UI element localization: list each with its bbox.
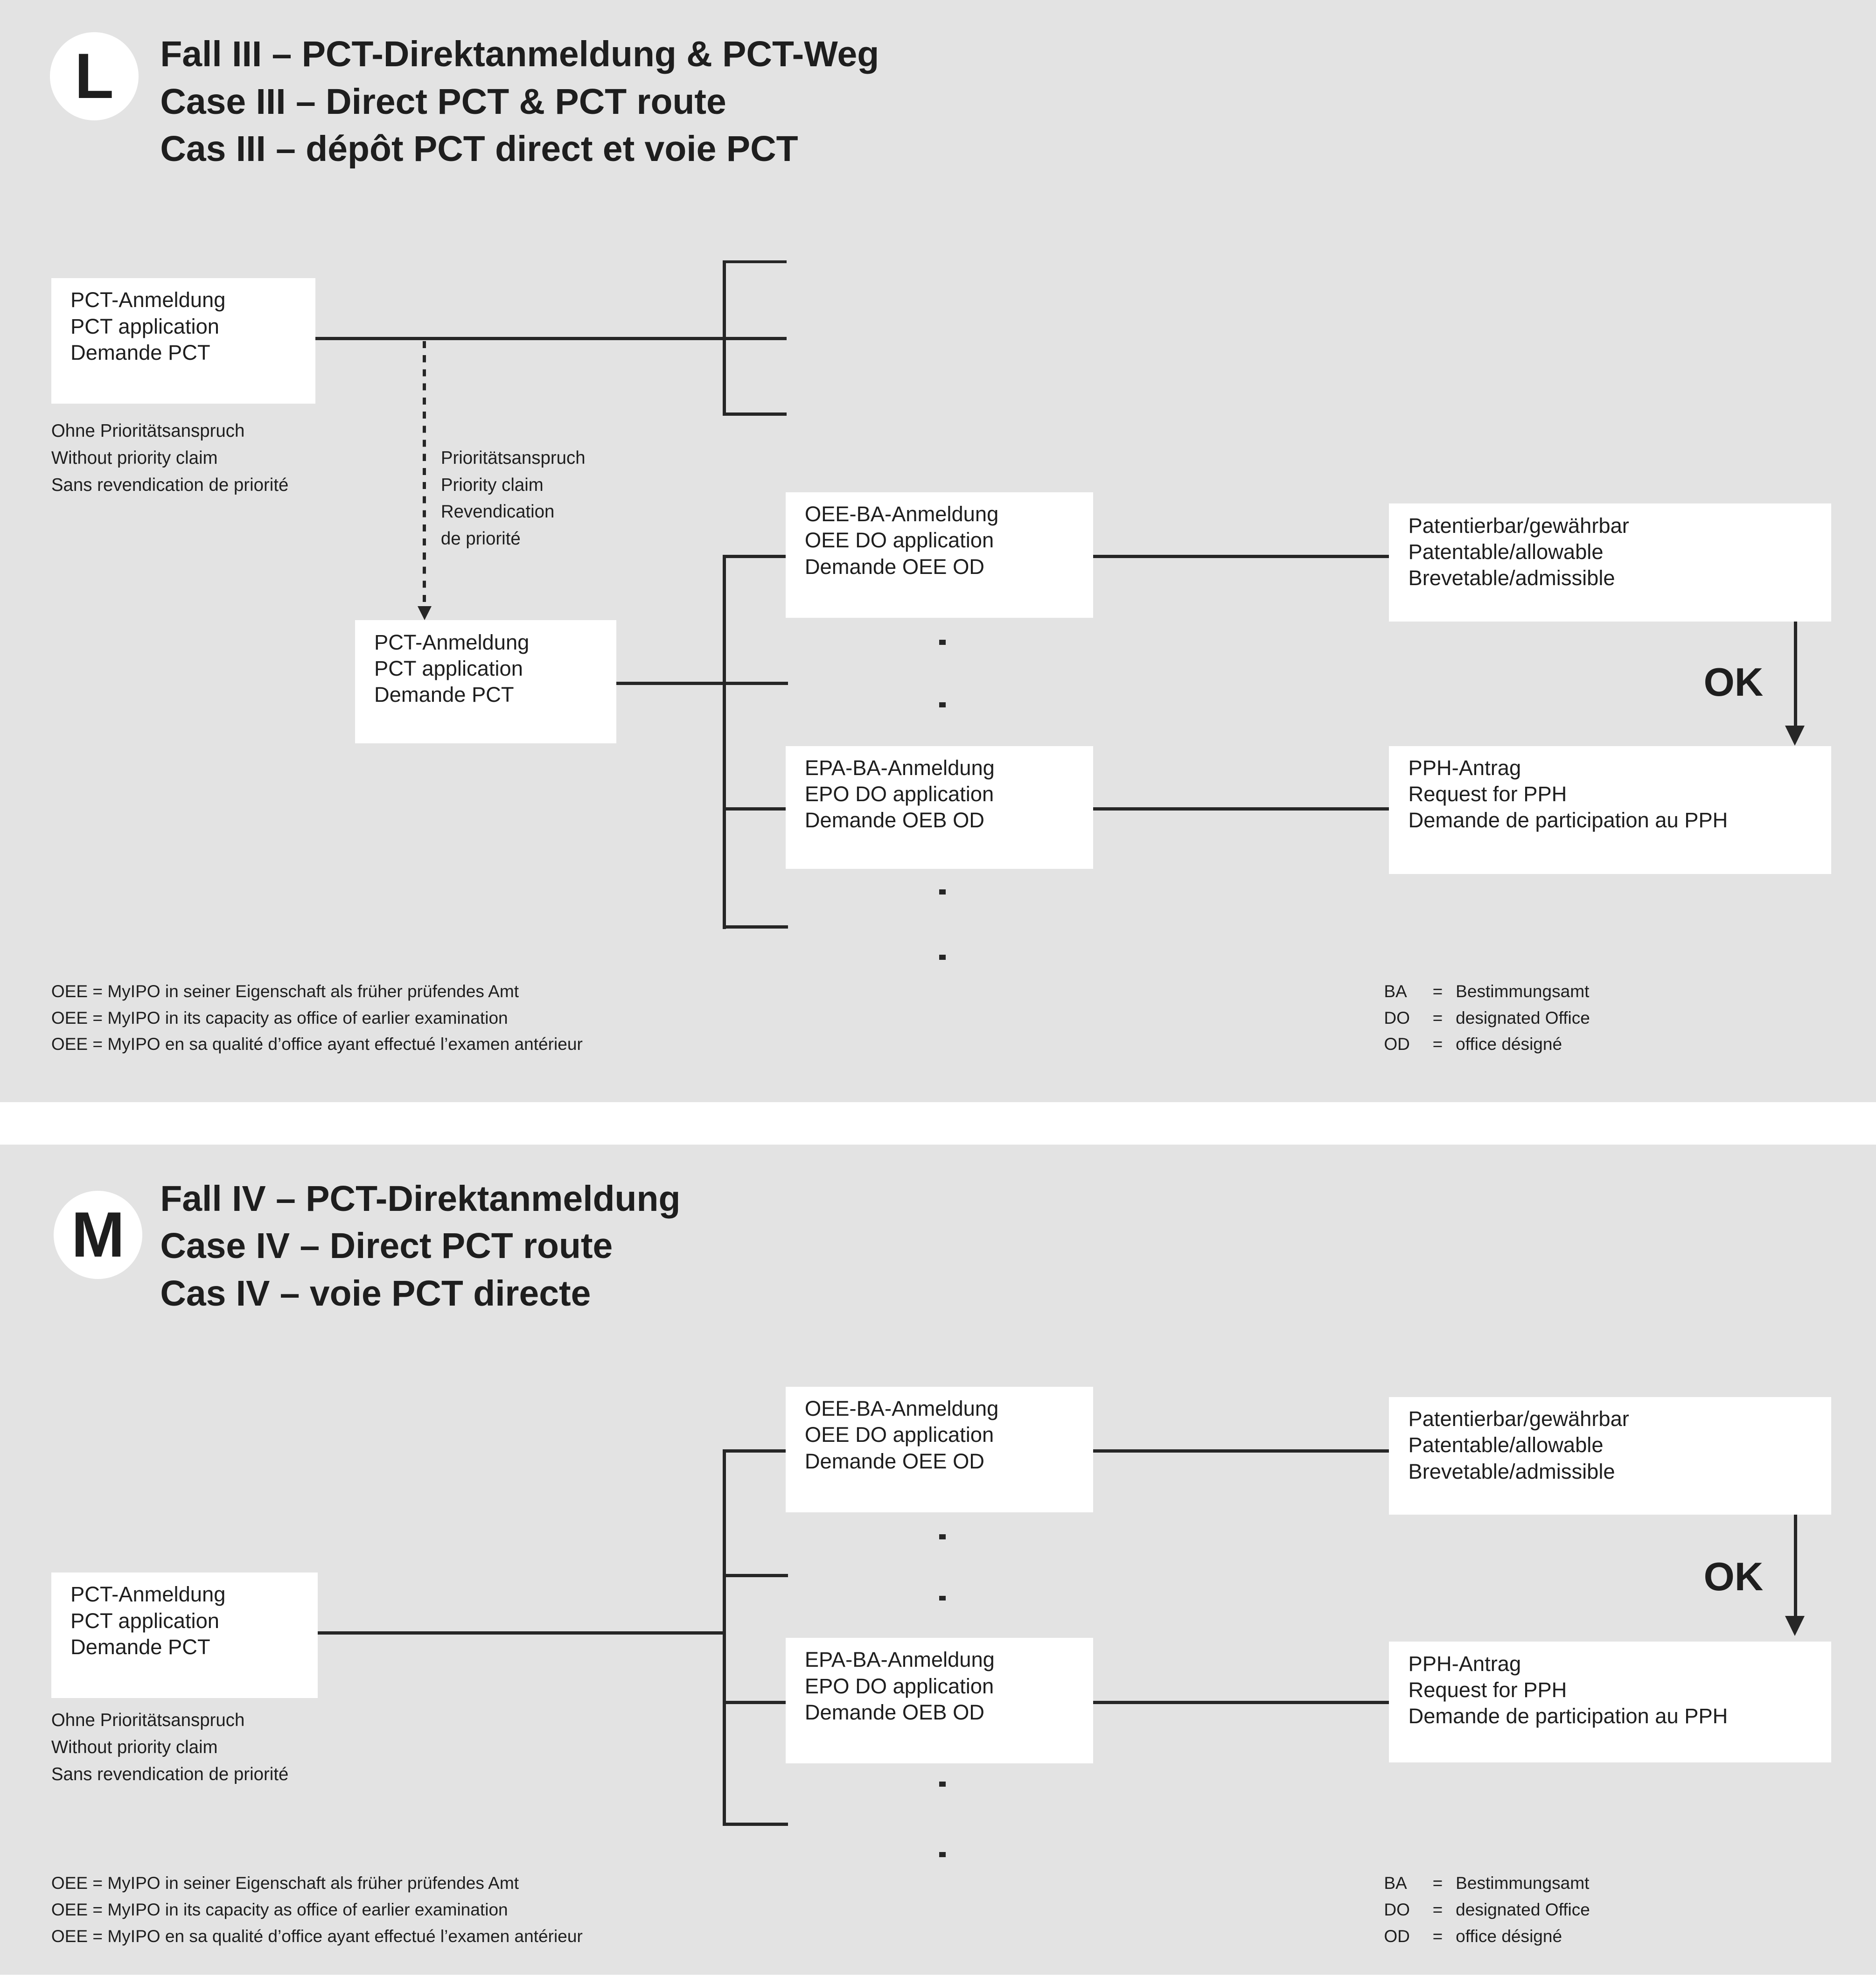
patentable-box [1389,503,1831,622]
connector-line [1093,807,1389,811]
footnote-line: OEE = MyIPO en sa qualité d’office ayant effectué l’examen antérieur [51,1926,583,1946]
badge-letter: M [71,1199,125,1271]
box-line: OEE DO application [804,1423,994,1447]
oee-footnotes [51,978,583,1058]
arrowhead-icon [1785,726,1805,746]
epo-do-application-box [786,746,1093,869]
box-line: Patentable/allowable [1408,539,1604,564]
box-line: Demande PCT [70,1635,210,1659]
box-line: PCT application [70,314,219,338]
abbr: BA [1384,1873,1407,1893]
ellipsis-dot [939,889,946,895]
definition: Bestimmungsamt [1456,981,1590,1001]
box-line: Patentierbar/gewährbar [1408,513,1629,538]
connector-line [315,337,787,340]
title-line-fr: Cas IV – voie PCT directe [160,1273,591,1314]
fork-line [723,1449,726,1824]
panel-title [160,31,879,173]
ellipsis-dot [939,1852,946,1857]
title-line-fr: Cas III – dépôt PCT direct et voie PCT [160,129,798,169]
footnote-line: OEE = MyIPO en sa qualité d’office ayant effectué l’examen antérieur [51,1034,583,1054]
title-line-en: Case IV – Direct PCT route [160,1226,613,1266]
pph-request-box [1389,746,1831,874]
footnote-line [1384,1896,1590,1923]
footnote-line [1384,1031,1590,1057]
fork-branch-stub [723,925,788,929]
fork-branch-stub [723,1574,788,1577]
equals: = [1432,1926,1443,1946]
equals: = [1432,1034,1443,1054]
box-line: Demande OEE OD [804,1449,985,1473]
equals: = [1432,981,1443,1001]
box-line: PCT application [374,656,523,680]
ok-label: OK [1703,1555,1764,1600]
equals: = [1432,1873,1443,1893]
without-priority-note [51,1707,289,1788]
oee-do-application-box [786,492,1093,618]
note-line: Ohne Prioritätsanspruch [51,1710,245,1731]
box-line: EPO DO application [804,782,994,806]
footnote-line: OEE = MyIPO in seiner Eigenschaft als früher prüfendes Amt [51,981,519,1001]
note-line: de priorité [440,529,521,549]
title-line-en: Case III – Direct PCT & PCT route [160,81,726,122]
footnote-line: OEE = MyIPO in its capacity as office of earlier examination [51,1007,508,1027]
box-line: Patentierbar/gewährbar [1408,1407,1629,1431]
note-line: Sans revendication de priorité [51,1764,289,1784]
section-badge-m [54,1191,142,1279]
abbr: OD [1384,1034,1410,1054]
box-line: Demande de participation au PPH [1408,808,1728,832]
abbr: DO [1384,1007,1410,1027]
box-line: PPH-Antrag [1408,755,1521,780]
note-line: Sans revendication de priorité [51,475,289,495]
oee-footnotes [51,1870,583,1950]
note-line: Prioritätsanspruch [440,448,586,468]
connector-line [318,1631,725,1635]
note-line: Without priority claim [51,1737,218,1758]
box-line: Brevetable/admissible [1408,566,1615,590]
pct-application-box-1 [51,278,315,404]
footnote-line [1384,1870,1590,1896]
abbr: BA [1384,981,1407,1001]
epo-do-application-box [786,1638,1093,1763]
box-line: PCT-Anmeldung [374,630,530,654]
ellipsis-dot [939,1782,946,1787]
footnote-line [1384,1005,1590,1031]
fork-branch [723,807,786,811]
arrowhead-icon [1785,1616,1805,1636]
box-line: Demande OEB OD [804,808,985,832]
fork-branch-stub [723,260,787,264]
abbr: OD [1384,1926,1410,1946]
box-line: OEE-BA-Anmeldung [804,502,999,526]
abbreviation-footnotes [1384,978,1590,1058]
fork-branch [723,1449,786,1453]
box-line: Demande de participation au PPH [1408,1704,1728,1728]
equals: = [1432,1007,1443,1027]
note-line: Priority claim [440,475,544,495]
title-line-de: Fall IV – PCT-Direktanmeldung [160,1178,681,1219]
box-line: EPA-BA-Anmeldung [804,755,995,780]
fork-branch [723,1701,786,1704]
footnote-line: OEE = MyIPO in seiner Eigenschaft als früher prüfendes Amt [51,1873,519,1893]
section-badge-l [50,32,139,121]
box-line: Patentable/allowable [1408,1433,1604,1457]
priority-claim-note [441,445,586,552]
note-line: Without priority claim [51,448,218,468]
box-line: Request for PPH [1408,1677,1567,1702]
fork-branch-stub [723,412,787,416]
pct-application-box-2 [355,620,616,743]
abbr: DO [1384,1900,1410,1920]
patentable-box [1389,1397,1831,1515]
fork-line [723,260,726,415]
box-line: Demande PCT [70,340,210,364]
abbreviation-footnotes [1384,1870,1590,1950]
box-line: Brevetable/admissible [1408,1459,1615,1483]
ellipsis-dot [939,640,946,645]
ellipsis-dot [939,955,946,960]
ellipsis-dot [939,1596,946,1601]
ok-arrow-line [1794,622,1797,727]
box-line: EPO DO application [804,1674,994,1698]
definition: designated Office [1456,1007,1590,1027]
arrowhead-icon [418,606,432,620]
definition: Bestimmungsamt [1456,1873,1590,1893]
note-line: Ohne Prioritätsanspruch [51,421,245,441]
ok-arrow-line [1794,1515,1797,1617]
box-line: OEE DO application [804,528,994,552]
connector-line [1093,555,1389,558]
definition: office désigné [1456,1926,1562,1946]
connector-line [616,682,788,685]
pct-application-box-1 [51,1573,318,1698]
box-line: OEE-BA-Anmeldung [804,1397,999,1421]
box-line: PCT application [70,1608,219,1633]
panel-case-iv [0,1145,1876,1975]
badge-letter: L [74,40,114,112]
oee-do-application-box [786,1387,1093,1512]
equals: = [1432,1900,1443,1920]
ok-label: OK [1703,660,1764,705]
definition: office désigné [1456,1034,1562,1054]
title-line-de: Fall III – PCT-Direktanmeldung & PCT-Weg [160,34,879,74]
box-line: Demande PCT [374,683,514,707]
box-line: EPA-BA-Anmeldung [804,1648,995,1672]
definition: designated Office [1456,1900,1590,1920]
box-line: PCT-Anmeldung [70,1582,226,1607]
box-line: PPH-Antrag [1408,1651,1521,1676]
footnote-line [1384,1923,1590,1950]
footnote-line: OEE = MyIPO in its capacity as office of earlier examination [51,1900,508,1920]
box-line: Demande OEB OD [804,1700,985,1724]
ellipsis-dot [939,702,946,707]
priority-dashed-arrow [423,341,426,608]
fork-branch-stub [723,1823,788,1826]
footnote-line [1384,978,1590,1005]
box-line: Demande OEE OD [804,554,985,579]
connector-line [1093,1701,1389,1704]
fork-branch [723,555,786,558]
box-line: Request for PPH [1408,782,1567,806]
ellipsis-dot [939,1534,946,1539]
fork-line [723,555,726,929]
pph-request-box [1389,1642,1831,1762]
panel-title [160,1175,680,1318]
box-line: PCT-Anmeldung [70,288,226,312]
without-priority-note [51,418,289,498]
note-line: Revendication [440,502,555,522]
connector-line [1093,1449,1389,1453]
